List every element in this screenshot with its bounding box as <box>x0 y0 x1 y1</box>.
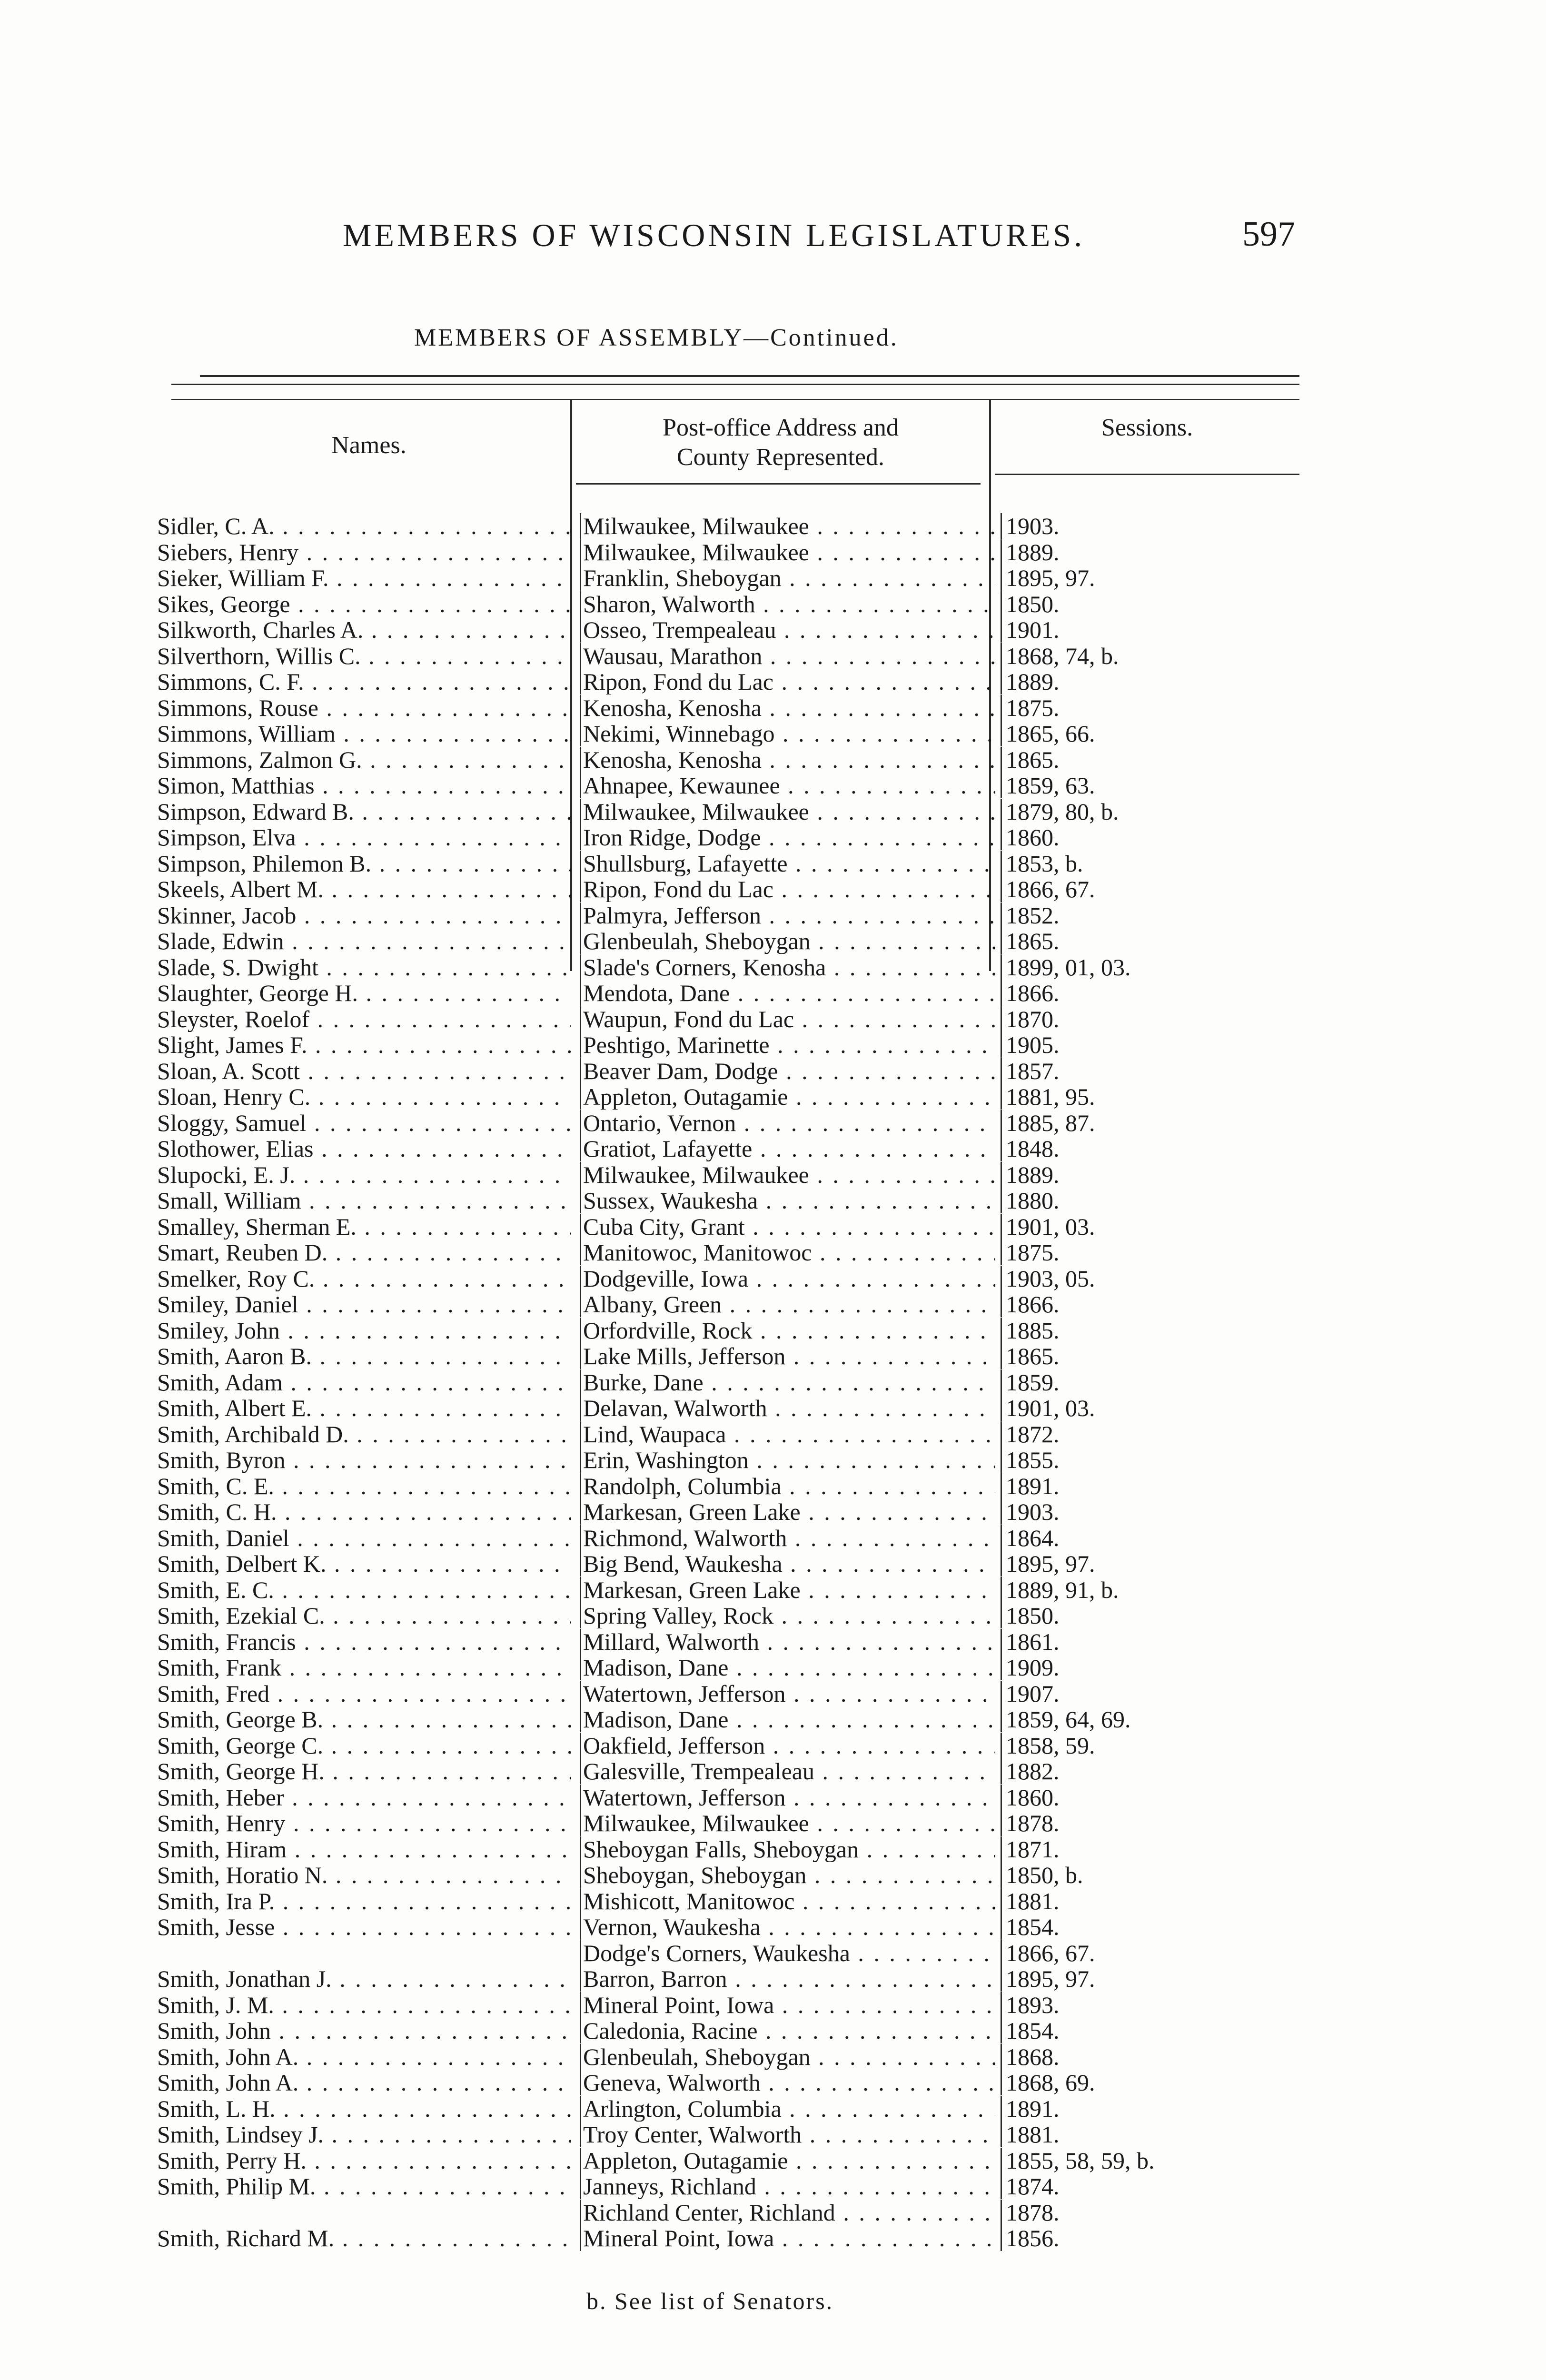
page-number: 597 <box>1242 215 1295 254</box>
member-address: Burke, Dane . . . <box>580 1369 995 1395</box>
member-address: Mendota, Dane . . . <box>580 980 995 1006</box>
table-row <box>157 1940 1299 1966</box>
table-row <box>157 1758 1299 1785</box>
member-sessions: 1859, 63. <box>1001 773 1301 798</box>
member-sessions: 1903. <box>1001 1499 1301 1525</box>
member-address: Vernon, Waukesha . . . <box>580 1914 995 1940</box>
member-address: Milwaukee, Milwaukee . . . <box>580 539 995 565</box>
member-sessions: 1889. <box>1001 539 1301 565</box>
member-sessions: 1879, 80, b. <box>1001 799 1301 824</box>
member-name: Slupocki, E. J. . . . <box>157 1162 571 1188</box>
table-row <box>157 876 1299 902</box>
member-name: Smith, Richard M. . . . <box>157 2225 571 2251</box>
member-address: Kenosha, Kenosha . . . <box>580 695 995 721</box>
table-row <box>157 1110 1299 1136</box>
member-sessions: 1850, b. <box>1001 1862 1301 1888</box>
member-name: Slade, Edwin . . . <box>157 928 571 954</box>
member-address: Erin, Washington . . . <box>580 1447 995 1473</box>
member-address: Ripon, Fond du Lac . . . <box>580 876 995 902</box>
member-name: Slaughter, George H. . . . <box>157 980 571 1006</box>
table-row <box>157 539 1299 565</box>
member-sessions: 1880. <box>1001 1188 1301 1213</box>
member-name: Simpson, Philemon B. . . . <box>157 851 571 876</box>
member-name: Skeels, Albert M. . . . <box>157 876 571 902</box>
table-row <box>157 1655 1299 1681</box>
member-address: Peshtigo, Marinette . . . <box>580 1032 995 1058</box>
member-address: Glenbeulah, Sheboygan . . . <box>580 928 995 954</box>
member-sessions: 1859, 64, 69. <box>1001 1706 1301 1732</box>
member-sessions: 1857. <box>1001 1058 1301 1084</box>
member-name: Smith, Hiram . . . <box>157 1836 571 1862</box>
member-sessions: 1881. <box>1001 2122 1301 2147</box>
member-address: Manitowoc, Manitowoc . . . <box>580 1240 995 1265</box>
member-sessions: 1868. <box>1001 2044 1301 2070</box>
member-address: Markesan, Green Lake . . . <box>580 1499 995 1525</box>
table-row <box>157 1810 1299 1836</box>
member-sessions: 1856. <box>1001 2225 1301 2251</box>
member-name: Smith, John . . . <box>157 2018 571 2043</box>
member-name: Smith, Adam . . . <box>157 1369 571 1395</box>
member-sessions: 1866. <box>1001 1291 1301 1317</box>
member-name: Smith, Fred . . . <box>157 1681 571 1706</box>
table-row <box>157 2096 1299 2122</box>
table-row <box>157 1343 1299 1369</box>
member-address: Galesville, Trempealeau . . . <box>580 1758 995 1784</box>
table-row <box>157 643 1299 669</box>
member-name: Simmons, William . . . <box>157 721 571 746</box>
member-name: Simmons, C. F. . . . <box>157 669 571 694</box>
table-row <box>157 1836 1299 1863</box>
table-row <box>157 824 1299 851</box>
member-name: Smith, Aaron B. . . . <box>157 1343 571 1369</box>
member-sessions: 1895, 97. <box>1001 1966 1301 1992</box>
table-row <box>157 2018 1299 2044</box>
member-name: Smith, Delbert K. . . . <box>157 1551 571 1577</box>
table-row <box>157 1473 1299 1499</box>
top-rule-double <box>171 384 1299 385</box>
member-address: Appleton, Outagamie . . . <box>580 2148 995 2173</box>
member-address: Milwaukee, Milwaukee . . . <box>580 1810 995 1836</box>
member-sessions: 1850. <box>1001 591 1301 617</box>
top-rule <box>200 375 1299 377</box>
column-header-address-line2: County Represented. <box>676 444 885 471</box>
member-name: Simon, Matthias . . . <box>157 773 571 798</box>
member-address: Randolph, Columbia . . . <box>580 1473 995 1499</box>
member-name: Smith, J. M. . . . <box>157 1992 571 2018</box>
table-row <box>157 1084 1299 1110</box>
table-row <box>157 902 1299 929</box>
member-name: Smith, Ezekial C. . . . <box>157 1603 571 1628</box>
table-row <box>157 1629 1299 1655</box>
member-sessions: 1868, 69. <box>1001 2070 1301 2095</box>
member-sessions: 1909. <box>1001 1655 1301 1680</box>
member-address: Madison, Dane . . . <box>580 1655 995 1680</box>
member-sessions: 1864. <box>1001 1525 1301 1551</box>
member-name: Smith, George C. . . . <box>157 1733 571 1758</box>
member-address: Glenbeulah, Sheboygan . . . <box>580 2044 995 2070</box>
member-sessions: 1866, 67. <box>1001 1940 1301 1966</box>
member-address: Franklin, Sheboygan . . . <box>580 565 995 591</box>
member-address: Waupun, Fond du Lac . . . <box>580 1006 995 1032</box>
member-address: Big Bend, Waukesha . . . <box>580 1551 995 1577</box>
member-address: Gratiot, Lafayette . . . <box>580 1136 995 1161</box>
member-address: Caledonia, Racine . . . <box>580 2018 995 2043</box>
member-address: Ripon, Fond du Lac . . . <box>580 669 995 694</box>
table-row <box>157 2148 1299 2174</box>
table-row <box>157 928 1299 954</box>
table-row <box>157 773 1299 799</box>
member-sessions: 1878. <box>1001 2200 1301 2225</box>
member-name: Smith, Francis . . . <box>157 1629 571 1655</box>
table-row <box>157 980 1299 1006</box>
member-name: Smith, Perry H. . . . <box>157 2148 571 2173</box>
member-sessions: 1882. <box>1001 1758 1301 1784</box>
member-name: Slothower, Elias . . . <box>157 1136 571 1161</box>
member-address: Mineral Point, Iowa . . . <box>580 1992 995 2018</box>
member-sessions: 1850. <box>1001 1603 1301 1628</box>
member-address: Albany, Green . . . <box>580 1291 995 1317</box>
header-top-rule <box>171 399 1299 400</box>
column-header-address <box>576 413 985 472</box>
member-address: Watertown, Jefferson . . . <box>580 1785 995 1810</box>
member-sessions: 1870. <box>1001 1006 1301 1032</box>
member-sessions: 1868, 74, b. <box>1001 643 1301 669</box>
table-row <box>157 1603 1299 1629</box>
member-address: Sheboygan, Sheboygan . . . <box>580 1862 995 1888</box>
member-address: Lind, Waupaca . . . <box>580 1421 995 1447</box>
footnote: b. See list of Senators. <box>586 2288 834 2314</box>
member-name: Smith, Ira P. . . . <box>157 1888 571 1914</box>
member-address: Troy Center, Walworth . . . <box>580 2122 995 2147</box>
member-address: Appleton, Outagamie . . . <box>580 1084 995 1110</box>
member-name: Smith, Byron . . . <box>157 1447 571 1473</box>
member-sessions: 1875. <box>1001 695 1301 721</box>
table-row <box>157 695 1299 721</box>
member-address: Ahnapee, Kewaunee . . . <box>580 773 995 798</box>
member-address: Palmyra, Jefferson . . . <box>580 902 995 928</box>
member-address: Madison, Dane . . . <box>580 1706 995 1732</box>
member-address: Dodgeville, Iowa . . . <box>580 1266 995 1291</box>
member-sessions: 1854. <box>1001 2018 1301 2043</box>
table-row <box>157 1162 1299 1188</box>
member-sessions: 1899, 01, 03. <box>1001 954 1301 980</box>
member-name: Smart, Reuben D. . . . <box>157 1240 571 1265</box>
member-name: Smith, L. H. . . . <box>157 2096 571 2122</box>
member-name: Smith, George H. . . . <box>157 1758 571 1784</box>
member-name: Smith, Jonathan J. . . . <box>157 1966 571 1992</box>
table-row <box>157 1706 1299 1733</box>
member-address: Delavan, Walworth . . . <box>580 1395 995 1421</box>
member-sessions: 1853, b. <box>1001 851 1301 876</box>
table-row <box>157 1006 1299 1032</box>
member-name: Sloan, Henry C. . . . <box>157 1084 571 1110</box>
member-address: Sussex, Waukesha . . . <box>580 1188 995 1213</box>
table-row <box>157 1551 1299 1577</box>
member-name: Smiley, Daniel . . . <box>157 1291 571 1317</box>
member-name: Smith, George B. . . . <box>157 1706 571 1732</box>
member-name: Smalley, Sherman E. . . . <box>157 1214 571 1240</box>
member-address: Markesan, Green Lake . . . <box>580 1577 995 1603</box>
member-name: Smith, Lindsey J. . . . <box>157 2122 571 2147</box>
member-address: Iron Ridge, Dodge . . . <box>580 824 995 850</box>
member-name: Smith, Henry . . . <box>157 1810 571 1836</box>
member-address: Orfordville, Rock . . . <box>580 1318 995 1343</box>
table-row <box>157 1992 1299 2018</box>
member-sessions: 1865. <box>1001 747 1301 773</box>
sessions-header-rule <box>995 474 1299 475</box>
member-name: Sikes, George . . . <box>157 591 571 617</box>
table-row <box>157 1058 1299 1084</box>
table-row <box>157 669 1299 695</box>
member-address: Sheboygan Falls, Sheboygan . . . <box>580 1836 995 1862</box>
member-sessions: 1891. <box>1001 1473 1301 1499</box>
member-sessions: 1874. <box>1001 2173 1301 2199</box>
table-row <box>157 1862 1299 1888</box>
member-address: Mineral Point, Iowa . . . <box>580 2225 995 2251</box>
member-name: Small, William . . . <box>157 1188 571 1213</box>
table-row <box>157 617 1299 643</box>
member-sessions: 1881, 95. <box>1001 1084 1301 1110</box>
member-sessions: 1848. <box>1001 1136 1301 1161</box>
member-address: Geneva, Walworth . . . <box>580 2070 995 2095</box>
address-header-rule <box>576 483 981 485</box>
member-name: Simmons, Zalmon G. . . . <box>157 747 571 773</box>
member-sessions: 1895, 97. <box>1001 565 1301 591</box>
table-row <box>157 2225 1299 2251</box>
table-row <box>157 851 1299 877</box>
member-name: Simmons, Rouse . . . <box>157 695 571 721</box>
member-name: Smith, John A. . . . <box>157 2070 571 2095</box>
table-row <box>157 1240 1299 1266</box>
member-address: Janneys, Richland . . . <box>580 2173 995 2199</box>
member-address: Millard, Walworth . . . <box>580 1629 995 1655</box>
table-row <box>157 1032 1299 1058</box>
member-address: Richmond, Walworth . . . <box>580 1525 995 1551</box>
member-sessions: 1875. <box>1001 1240 1301 1265</box>
members-table-body <box>157 513 1299 2251</box>
table-row <box>157 954 1299 981</box>
member-name: Simpson, Edward B. . . . <box>157 799 571 824</box>
running-head: MEMBERS OF WISCONSIN LEGISLATURES. <box>343 217 1085 253</box>
member-address: Beaver Dam, Dodge . . . <box>580 1058 995 1084</box>
member-name: Skinner, Jacob . . . <box>157 902 571 928</box>
member-sessions: 1852. <box>1001 902 1301 928</box>
member-sessions: 1881. <box>1001 1888 1301 1914</box>
member-address: Wausau, Marathon . . . <box>580 643 995 669</box>
member-name: Siebers, Henry . . . <box>157 539 571 565</box>
table-row <box>157 2044 1299 2070</box>
member-sessions: 1859. <box>1001 1369 1301 1395</box>
member-name: Smith, Jesse . . . <box>157 1914 571 1940</box>
table-row <box>157 1499 1299 1525</box>
member-sessions: 1905. <box>1001 1032 1301 1058</box>
member-name: Slade, S. Dwight . . . <box>157 954 571 980</box>
table-row <box>157 1266 1299 1292</box>
member-name: Smelker, Roy C. . . . <box>157 1266 571 1291</box>
member-sessions: 1903. <box>1001 513 1301 539</box>
member-name: Smiley, John . . . <box>157 1318 571 1343</box>
table-row <box>157 2122 1299 2148</box>
table-row <box>157 1525 1299 1551</box>
table-row <box>157 1577 1299 1603</box>
table-row <box>157 513 1299 539</box>
member-name: Sieker, William F. . . . <box>157 565 571 591</box>
member-name: Smith, C. H. . . . <box>157 1499 571 1525</box>
table-row <box>157 1318 1299 1344</box>
member-address: Slade's Corners, Kenosha . . . <box>580 954 995 980</box>
member-sessions: 1872. <box>1001 1421 1301 1447</box>
table-row <box>157 1421 1299 1448</box>
member-sessions: 1860. <box>1001 824 1301 850</box>
member-address: Lake Mills, Jefferson . . . <box>580 1343 995 1369</box>
member-address: Osseo, Trempealeau . . . <box>580 617 995 643</box>
table-row <box>157 1733 1299 1759</box>
section-subtitle: MEMBERS OF ASSEMBLY—Continued. <box>414 324 899 351</box>
member-name: Smith, C. E. . . . <box>157 1473 571 1499</box>
table-row <box>157 2200 1299 2226</box>
table-row <box>157 1914 1299 1940</box>
member-name: Slight, James F. . . . <box>157 1032 571 1058</box>
member-sessions: 1865. <box>1001 1343 1301 1369</box>
member-address: Dodge's Corners, Waukesha . . . <box>580 1940 995 1966</box>
member-sessions: 1903, 05. <box>1001 1266 1301 1291</box>
table-row <box>157 747 1299 773</box>
member-name: Sloan, A. Scott . . . <box>157 1058 571 1084</box>
member-name: Simpson, Elva . . . <box>157 824 571 850</box>
member-sessions: 1895, 97. <box>1001 1551 1301 1577</box>
member-sessions: 1858, 59. <box>1001 1733 1301 1758</box>
member-name: Smith, Frank . . . <box>157 1655 571 1680</box>
member-sessions: 1865. <box>1001 928 1301 954</box>
member-name: Smith, Albert E. . . . <box>157 1395 571 1421</box>
member-sessions: 1878. <box>1001 1810 1301 1836</box>
table-row <box>157 1966 1299 1992</box>
member-address: Kenosha, Kenosha . . . <box>580 747 995 773</box>
member-sessions: 1861. <box>1001 1629 1301 1655</box>
member-address: Ontario, Vernon . . . <box>580 1110 995 1136</box>
member-sessions: 1889, 91, b. <box>1001 1577 1301 1603</box>
member-sessions: 1901, 03. <box>1001 1214 1301 1240</box>
table-row <box>157 591 1299 617</box>
member-name: Smith, Philip M. . . . <box>157 2173 571 2199</box>
member-sessions: 1889. <box>1001 669 1301 694</box>
member-sessions: 1907. <box>1001 1681 1301 1706</box>
table-row <box>157 1681 1299 1707</box>
column-header-address-line1: Post-office Address and <box>663 414 899 441</box>
member-sessions: 1871. <box>1001 1836 1301 1862</box>
member-sessions: 1854. <box>1001 1914 1301 1940</box>
member-name: Sloggy, Samuel . . . <box>157 1110 571 1136</box>
member-address: Milwaukee, Milwaukee . . . <box>580 799 995 824</box>
member-address: Oakfield, Jefferson . . . <box>580 1733 995 1758</box>
member-address: Milwaukee, Milwaukee . . . <box>580 513 995 539</box>
table-row <box>157 1188 1299 1214</box>
table-row <box>157 1395 1299 1421</box>
member-address: Barron, Barron . . . <box>580 1966 995 1992</box>
table-row <box>157 1291 1299 1318</box>
member-sessions: 1885. <box>1001 1318 1301 1343</box>
column-header-names: Names. <box>331 432 406 459</box>
member-address: Nekimi, Winnebago . . . <box>580 721 995 746</box>
member-sessions: 1885, 87. <box>1001 1110 1301 1136</box>
table-row <box>157 721 1299 747</box>
member-name: Smith, John A. . . . <box>157 2044 571 2070</box>
table-row <box>157 1136 1299 1162</box>
table-row <box>157 1214 1299 1240</box>
member-name: Smith, Horatio N. . . . <box>157 1862 571 1888</box>
table-row <box>157 1447 1299 1473</box>
table-row <box>157 799 1299 825</box>
member-address: Sharon, Walworth . . . <box>580 591 995 617</box>
member-name: Sleyster, Roelof . . . <box>157 1006 571 1032</box>
table-row <box>157 1369 1299 1396</box>
member-address: Richland Center, Richland . . . <box>580 2200 995 2225</box>
member-name: Smith, E. C. . . . <box>157 1577 571 1603</box>
member-name: Silverthorn, Willis C. . . . <box>157 643 571 669</box>
member-address: Shullsburg, Lafayette . . . <box>580 851 995 876</box>
member-address: Cuba City, Grant . . . <box>580 1214 995 1240</box>
member-sessions: 1866, 67. <box>1001 876 1301 902</box>
member-name: Sidler, C. A. . . . <box>157 513 571 539</box>
table-row <box>157 1888 1299 1914</box>
member-sessions: 1901, 03. <box>1001 1395 1301 1421</box>
member-sessions: 1891. <box>1001 2096 1301 2122</box>
table-row <box>157 2173 1299 2200</box>
member-name: Smith, Archibald D. . . . <box>157 1421 571 1447</box>
member-sessions: 1860. <box>1001 1785 1301 1810</box>
member-sessions: 1889. <box>1001 1162 1301 1188</box>
member-name: Silkworth, Charles A. . . . <box>157 617 571 643</box>
column-header-sessions: Sessions. <box>1101 414 1193 441</box>
member-address: Mishicott, Manitowoc . . . <box>580 1888 995 1914</box>
member-sessions: 1855, 58, 59, b. <box>1001 2148 1301 2173</box>
member-address: Watertown, Jefferson . . . <box>580 1681 995 1706</box>
member-sessions: 1893. <box>1001 1992 1301 2018</box>
member-address: Milwaukee, Milwaukee . . . <box>580 1162 995 1188</box>
member-address: Arlington, Columbia . . . <box>580 2096 995 2122</box>
member-address: Spring Valley, Rock . . . <box>580 1603 995 1628</box>
table-row <box>157 2070 1299 2096</box>
member-sessions: 1901. <box>1001 617 1301 643</box>
member-name: Smith, Daniel . . . <box>157 1525 571 1551</box>
table-row <box>157 565 1299 591</box>
member-sessions: 1855. <box>1001 1447 1301 1473</box>
member-sessions: 1865, 66. <box>1001 721 1301 746</box>
member-name: Smith, Heber . . . <box>157 1785 571 1810</box>
table-row <box>157 1785 1299 1811</box>
member-sessions: 1866. <box>1001 980 1301 1006</box>
